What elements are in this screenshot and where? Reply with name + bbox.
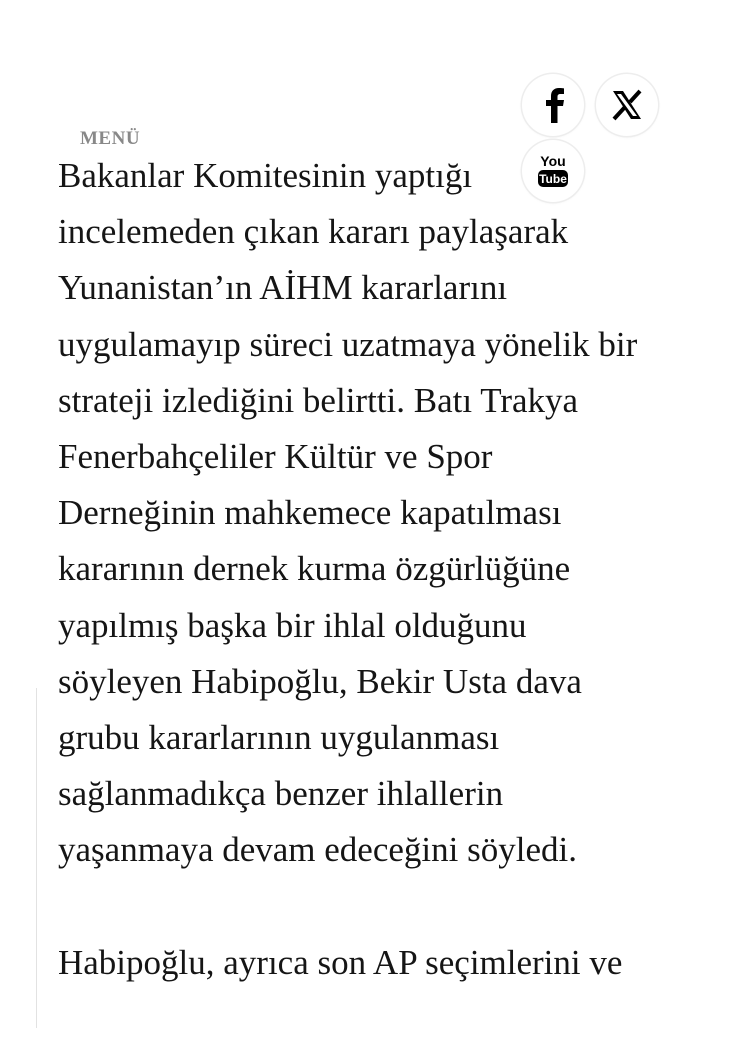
paragraph-gap	[58, 879, 728, 935]
youtube-text-top: You	[540, 153, 566, 169]
x-button[interactable]	[596, 74, 658, 136]
facebook-button[interactable]	[522, 74, 584, 136]
article-line: grubu kararlarının uygulanması	[58, 718, 500, 758]
article-line: söyleyen Habipoğlu, Bekir Usta dava	[58, 661, 582, 701]
article-paragraph	[58, 148, 728, 879]
article-body	[58, 148, 728, 991]
youtube-button[interactable]	[522, 140, 584, 202]
facebook-icon	[538, 87, 568, 123]
article-paragraph	[58, 935, 728, 991]
article-line: kararının dernek kurma özgürlüğüne	[58, 549, 571, 589]
article-line: Fenerbahçeliler Kültür ve Spor	[58, 437, 493, 477]
article-line: yapılmış başka bir ihlal olduğunu	[58, 605, 527, 645]
left-divider	[36, 688, 37, 1028]
article-line: sağlanmadıkça benzer ihlallerin	[58, 774, 504, 814]
youtube-text-bottom: Tube	[539, 172, 567, 186]
article-line: Habipoğlu, ayrıca son AP seçimlerini ve	[58, 942, 623, 982]
article-line: Yunanistan’ın AİHM kararlarını	[58, 268, 508, 308]
article-line: yaşanmaya devam edeceğini söyledi.	[58, 830, 577, 870]
article-line: Derneğinin mahkemece kapatılması	[58, 493, 562, 533]
article-line: incelemeden çıkan kararı paylaşarak	[58, 212, 569, 252]
article-line: Bakanlar Komitesinin yaptığı	[58, 156, 473, 195]
youtube-icon	[533, 151, 573, 191]
article-line: strateji izlediğini belirtti. Batı Trakya	[58, 380, 579, 420]
menu-button[interactable]: MENÜ	[80, 128, 141, 149]
x-icon	[610, 88, 644, 122]
article-line: uygulamayıp süreci uzatmaya yönelik bir	[58, 324, 638, 364]
